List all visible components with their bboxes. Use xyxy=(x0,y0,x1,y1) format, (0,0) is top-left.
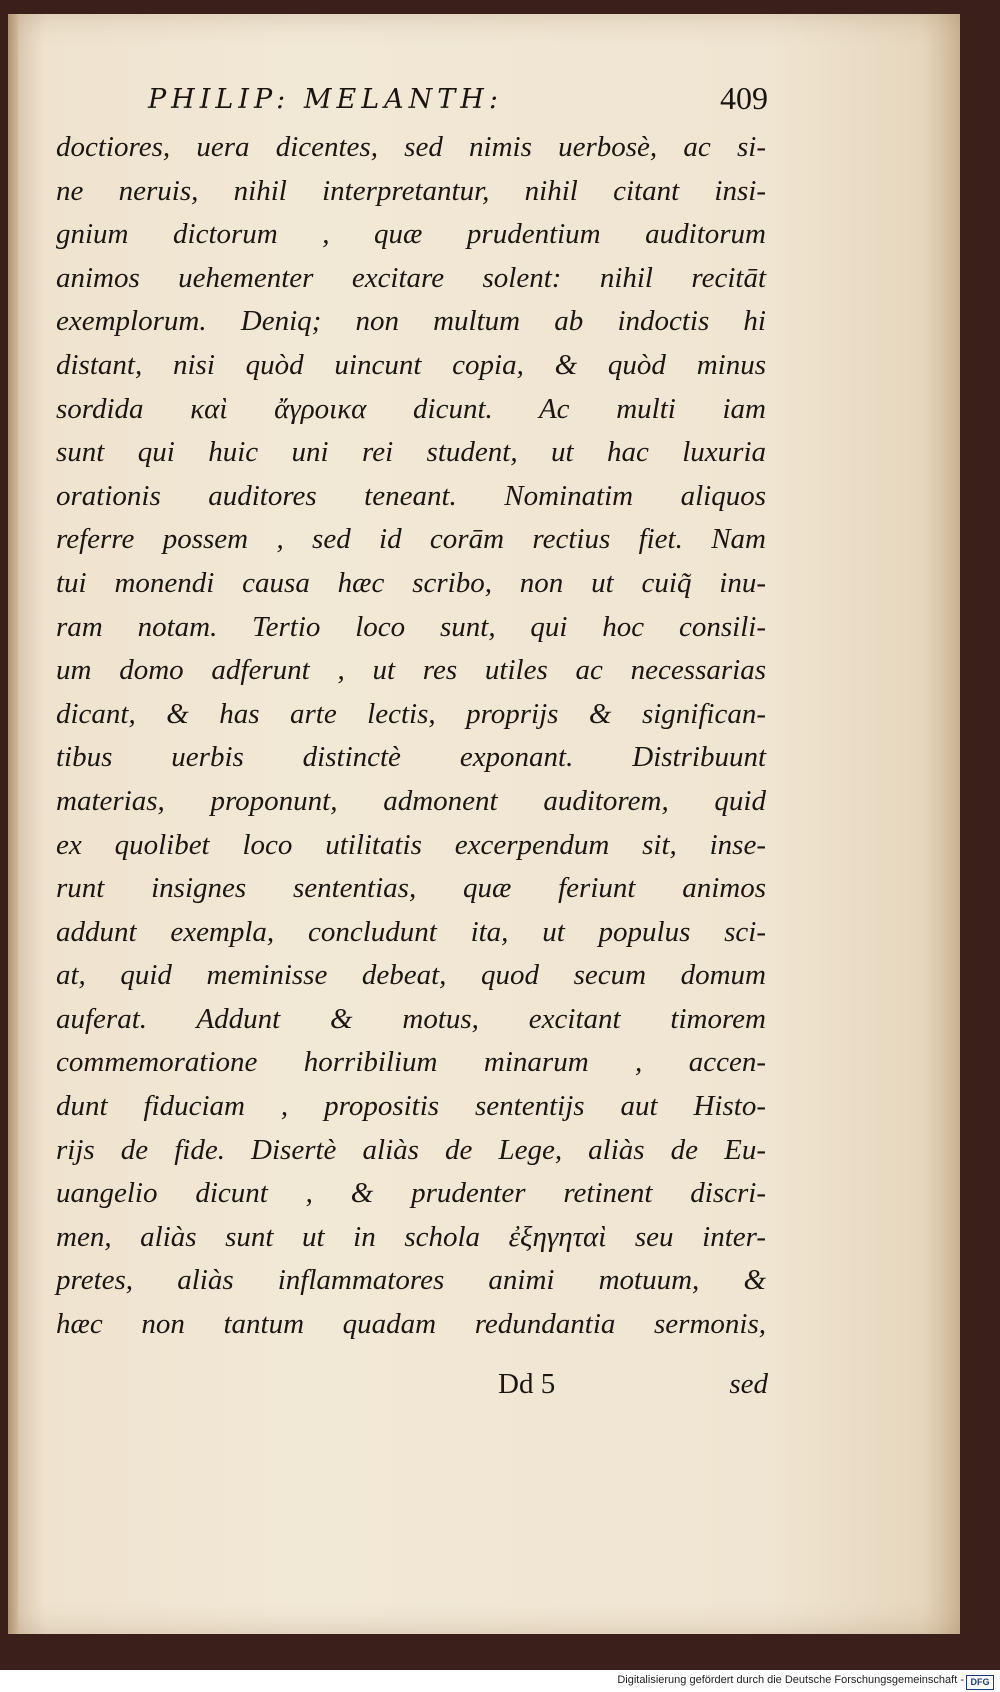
text-line: men, aliàs sunt ut in schola ἐξηγηταὶ seu inter- xyxy=(56,1220,766,1253)
book-page xyxy=(8,14,960,1634)
text-line: doctiores, uera dicentes, sed nimis uerbosè, ac si- xyxy=(56,131,766,163)
body-text xyxy=(56,126,766,1347)
text-line: pretes, aliàs inflammatores animi motuum, & xyxy=(56,1264,766,1297)
text-line: commemoratione horribilium minarum , accen- xyxy=(56,1046,766,1079)
text-line: addunt exempla, concludunt ita, ut populus sci- xyxy=(56,915,766,948)
text-line: gnium dictorum , quæ prudentium auditorum xyxy=(56,218,766,251)
page-spine-edge xyxy=(8,14,18,1634)
text-line: animos uehementer excitare solent: nihil recitāt xyxy=(56,261,766,294)
text-line: um domo adferunt , ut res utiles ac necessarias xyxy=(56,654,766,687)
text-line: tibus uerbis distinctè exponant. Distribuunt xyxy=(56,741,766,774)
text-line: ex quolibet loco utilitatis excerpendum sit, inse- xyxy=(56,828,766,861)
running-head xyxy=(148,80,768,120)
text-line: orationis auditores teneant. Nominatim aliquos xyxy=(56,479,766,512)
digitization-footer xyxy=(0,1672,1000,1692)
text-line: uangelio dicunt , & prudenter retinent discri- xyxy=(56,1177,766,1210)
text-line: sordida καὶ ἄγροικα dicunt. Ac multi iam xyxy=(56,392,766,425)
text-line: tui monendi causa hæc scribo, non ut cuiq̃ inu- xyxy=(56,566,766,599)
catchline xyxy=(498,1368,768,1412)
funding-credit: Digitalisierung gefördert durch die Deutsche Forschungsgemeinschaft - xyxy=(617,1674,964,1686)
text-line: exemplorum. Deniq; non multum ab indoctis hi xyxy=(56,305,766,338)
page-number: 409 xyxy=(720,80,768,116)
catchword: sed xyxy=(729,1368,768,1400)
running-title: PHILIP: MELANTH: xyxy=(148,84,503,115)
text-line: sunt qui huic uni rei student, ut hac luxuria xyxy=(56,436,766,469)
text-line: dicant, & has arte lectis, proprijs & significan- xyxy=(56,697,766,730)
text-line: auferat. Addunt & motus, excitant timorem xyxy=(56,1002,766,1035)
signature-mark: Dd 5 xyxy=(498,1368,556,1400)
text-line: materias, proponunt, admonent auditorem, quid xyxy=(56,784,766,817)
text-line: ne neruis, nihil interpretantur, nihil citant insi- xyxy=(56,174,766,207)
text-line: dunt fiduciam , propositis sententijs aut Histo- xyxy=(56,1090,766,1123)
text-line: rijs de fide. Disertè aliàs de Lege, aliàs de Eu- xyxy=(56,1133,766,1166)
text-line: distant, nisi quòd uincunt copia, & quòd minus xyxy=(56,348,766,381)
text-line: hæc non tantum quadam redundantia sermonis, xyxy=(56,1308,766,1341)
text-line: ram notam. Tertio loco sunt, qui hoc consili- xyxy=(56,610,766,643)
text-line: referre possem , sed id corām rectius fiet. Nam xyxy=(56,523,766,556)
text-line: at, quid meminisse debeat, quod secum domum xyxy=(56,959,766,992)
text-line: runt insignes sententias, quæ feriunt animos xyxy=(56,872,766,905)
dfg-logo: DFG xyxy=(966,1675,994,1690)
